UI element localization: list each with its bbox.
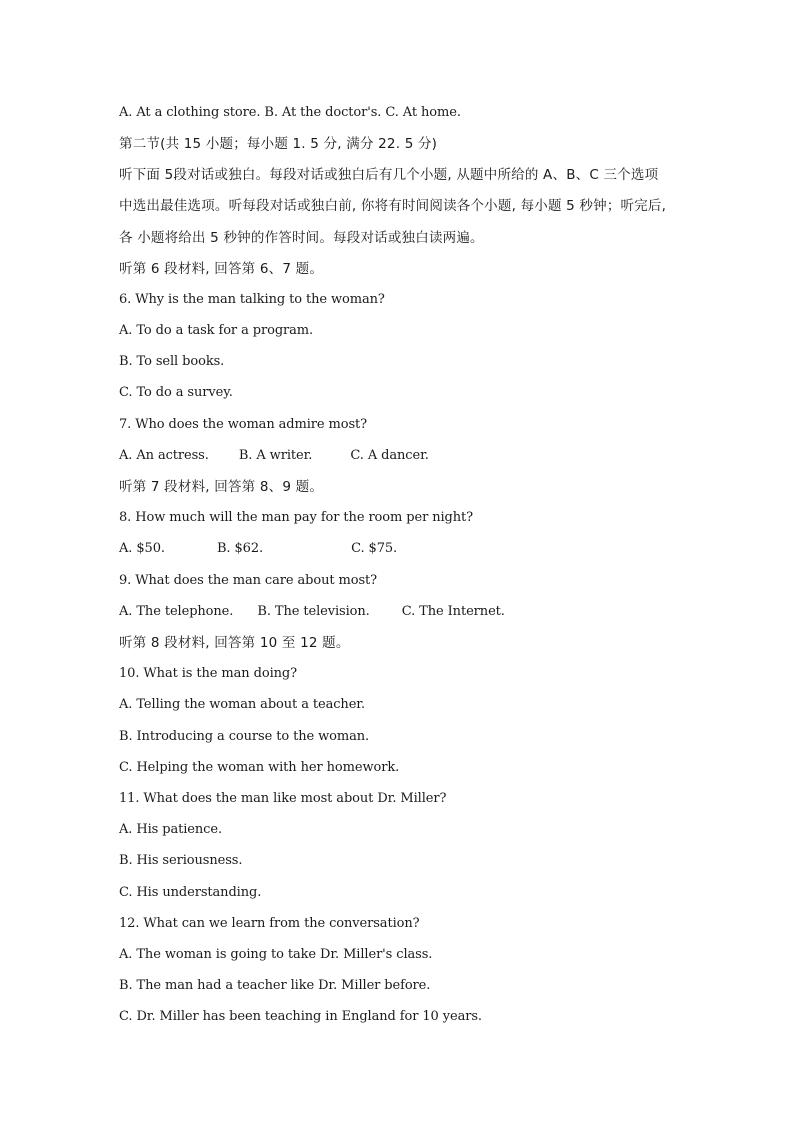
question-11-option-a: A. His patience. <box>119 822 222 837</box>
question-7-option-a: A. An actress. <box>119 448 209 463</box>
instructions-line-3: 各 小题将给出 5 秒钟的作答时间。每段对话或独白读两遍。 <box>119 230 484 246</box>
question-10: 10. What is the man doing? <box>119 666 297 681</box>
question-7-option-c: C. A dancer. <box>350 448 429 463</box>
question-9-option-c: C. The Internet. <box>401 604 505 619</box>
question-8-option-a: A. $50. <box>119 541 165 556</box>
question-12-option-a: A. The woman is going to take Dr. Miller's class. <box>119 947 433 962</box>
question-7-options <box>119 447 429 465</box>
question-6-option-a: A. To do a task for a program. <box>119 323 314 338</box>
question-10-option-a: A. Telling the woman about a teacher. <box>119 697 366 712</box>
question-9-options <box>119 603 505 621</box>
instructions-line-2: 中选出最佳选项。听每段对话或独白前, 你将有时间阅读各个小题, 每小题 5 秒钟；听完后, <box>119 198 667 214</box>
question-10-option-c: C. Helping the woman with her homework. <box>119 760 400 775</box>
question-6-option-c: C. To do a survey. <box>119 385 233 400</box>
question-10-option-b: B. Introducing a course to the woman. <box>119 729 370 744</box>
question-12: 12. What can we learn from the conversation? <box>119 916 420 931</box>
question-8-option-b: B. $62. <box>216 541 264 556</box>
question-7: 7. Who does the woman admire most? <box>119 417 368 432</box>
question-12-option-b: B. The man had a teacher like Dr. Miller before. <box>119 978 431 993</box>
question-7-option-b: B. A writer. <box>238 448 313 463</box>
question-9: 9. What does the man care about most? <box>119 573 378 588</box>
question-12-option-c: C. Dr. Miller has been teaching in England for 10 years. <box>119 1009 482 1024</box>
question-11-option-b: B. His seriousness. <box>119 853 243 868</box>
question-8-options <box>119 540 397 558</box>
question-8-option-c: C. $75. <box>351 541 398 556</box>
material-7-heading: 听第 7 段材料, 回答第 8、9 题。 <box>119 479 324 495</box>
question-11-option-c: C. His understanding. <box>119 885 262 900</box>
question-6-option-b: B. To sell books. <box>119 354 225 369</box>
material-6-heading: 听第 6 段材料, 回答第 6、7 题。 <box>119 261 324 277</box>
question-9-option-b: B. The television. <box>257 604 370 619</box>
section-heading: 第二节(共 15 小题；每小题 1. 5 分, 满分 22. 5 分) <box>119 136 438 152</box>
instructions-line-1: 听下面 5段对话或独白。每段对话或独白后有几个小题, 从题中所给的 A、B、C 三个选项 <box>119 167 659 183</box>
material-8-heading: 听第 8 段材料, 回答第 10 至 12 题。 <box>119 635 350 651</box>
question-8: 8. How much will the man pay for the room per night? <box>119 510 474 525</box>
question-11: 11. What does the man like most about Dr. Miller? <box>119 791 447 806</box>
question-6: 6. Why is the man talking to the woman? <box>119 292 385 307</box>
question-9-option-a: A. The telephone. <box>119 604 234 619</box>
q5-options: A. At a clothing store. B. At the doctor's. C. At home. <box>119 105 461 120</box>
